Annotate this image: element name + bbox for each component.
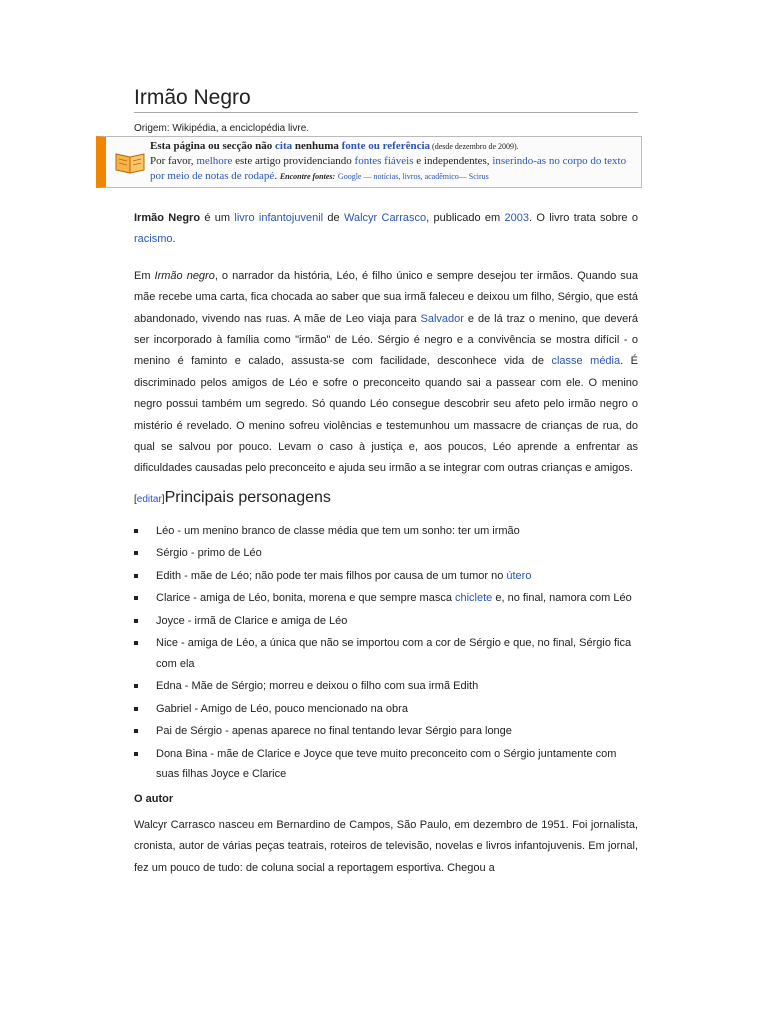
list-item: Léo - um menino branco de classe média que tem um sonho: ter um irmão [134,521,638,542]
books-icon [110,139,150,184]
list-item: Dona Bina - mãe de Clarice e Joyce que teve muito preconceito com o Sérgio juntamente com suas filhas Joyce e Clarice [134,744,638,785]
livro-infantojuvenil-link[interactable]: livro infantojuvenil [234,212,324,224]
encontre-fontes-label: Encontre fontes: [279,172,336,181]
lead-text: é um [200,212,235,224]
list-item: Joyce - irmã de Clarice e amiga de Léo [134,611,638,632]
notice-text-3: Por favor, [150,155,197,167]
autor-heading: O autor [134,792,174,805]
section-heading-personagens [134,489,638,507]
edit-label[interactable]: editar [136,493,162,505]
chiclete-link[interactable]: chiclete [455,592,493,605]
list-item: Edna - Mãe de Sérgio; morreu e deixou o filho com sua irmã Edith [134,676,638,697]
list-item [134,588,638,609]
notice-text-6: . [274,170,280,182]
edit-section-link[interactable] [134,494,165,505]
search-sources-links[interactable]: Google — notícias, livros, acadêmico— Scirus [337,172,489,181]
racismo-link[interactable]: racismo [134,233,173,246]
fonte-referencia-link[interactable]: fonte ou referência [341,140,431,152]
list-item: Gabriel - Amigo de Léo, pouco mencionado na obra [134,699,638,720]
story-text: , o narrador da história, Léo, é filho único e sempre desejou ter irmãos. Quando sua mãe recebe uma carta, fica chocada ao saber que sua irmã faleceu e deixou um filho, Sérgio, que está abandonado, vivendo nas ruas. A mãe de Leo viaja para [134,269,638,325]
notice-date: (desde dezembro de 2009). [430,142,519,151]
autor-paragraph: Walcyr Carrasco nasceu em Bernardino de Campos, São Paulo, em dezembro de 1951. Foi jornalista, cronista, autor de várias peças teatrais, roteiros de televisão, novelas e livros infantojuvenis. Em jornal, fez um pouco de tudo: de coluna social a reportagem esportiva. Chegou a [134,818,638,875]
classe-media-link[interactable]: classe média [551,355,621,368]
list-item: Sérgio - primo de Léo [134,543,638,564]
lead-text: . O livro trata sobre o [528,212,638,224]
unsourced-notice-box [96,136,642,188]
notice-text-4: este artigo providenciando [232,155,355,167]
lead-text: , publicado em [426,212,505,224]
article-content [134,86,638,880]
story-text: e de lá traz o menino, que deverá ser incorporado à família como "irmão" de Léo. Sérgio é negro e a convivência se mostra difícil - o menino é faminto e calado, assusta-se com facilidade, desconhece vida de [134,312,638,368]
origin-line: Origem: Wikipédia, a enciclopédia livre. [134,123,310,134]
list-item-text: Clarice - amiga de Léo, bonita, morena e que sempre masca [156,592,455,605]
notice-text-1: Esta página ou secção não [150,140,275,152]
lead-text: . [172,233,176,246]
edit-bracket: ] [161,493,165,505]
list-item [134,566,638,587]
cita-link[interactable]: cita [275,140,293,152]
inserindo-link[interactable]: inserindo-as no corpo do texto por meio de notas de rodapé [150,155,627,182]
notice-text-5: e independentes, [413,155,493,167]
salvador-link[interactable]: Salvador [420,312,464,325]
utero-link[interactable]: útero [506,569,532,582]
fontes-fiaveis-link[interactable]: fontes fiáveis [354,155,414,167]
notice-text-2: nenhuma [292,140,342,152]
year-2003-link[interactable]: 2003 [504,212,529,224]
list-item: Nice - amiga de Léo, a única que não se importou com a cor de Sérgio e que, no final, Sérgio fica com ela [134,633,638,674]
notice-text [150,139,637,184]
story-text: . É discriminado pelos amigos de Léo e sofre o preconceito quando sai a passear com ele. O menino negro possui também um segredo. Só quando Léo consegue descobrir seu afeto pelo irmão negro o mistério é revelado. O menino sofreu violências e testemunhou um massacre de crianças de rua, do qual se salvou por pouco. Levam o caso à justiça e, aos poucos, Léo aprende a enfrentar as dificuldades causadas pelo preconceito e ajuda seu irmão a se integrar com outras crianças e amigos. [134,355,639,475]
list-item-text: Edith - mãe de Léo; não pode ter mais filhos por causa de um tumor no [156,569,507,582]
section-title: Principais personagens [164,488,331,506]
lead-bold-title: Irmão Negro [134,212,201,224]
story-italic-title: Irmão negro [154,269,215,282]
characters-list [134,521,638,785]
story-paragraph [134,266,638,480]
lead-paragraph [134,208,638,251]
story-text: Em [134,269,155,282]
list-item-text: e, no final, namora com Léo [492,592,632,605]
list-item: Pai de Sérgio - apenas aparece no final tentando levar Sérgio para longe [134,721,638,742]
melhore-link[interactable]: melhore [196,155,233,167]
walcyr-carrasco-link[interactable]: Walcyr Carrasco [343,212,427,224]
edit-bracket: [ [134,493,137,505]
page-title: Irmão Negro [134,86,638,113]
lead-text: de [323,212,344,224]
